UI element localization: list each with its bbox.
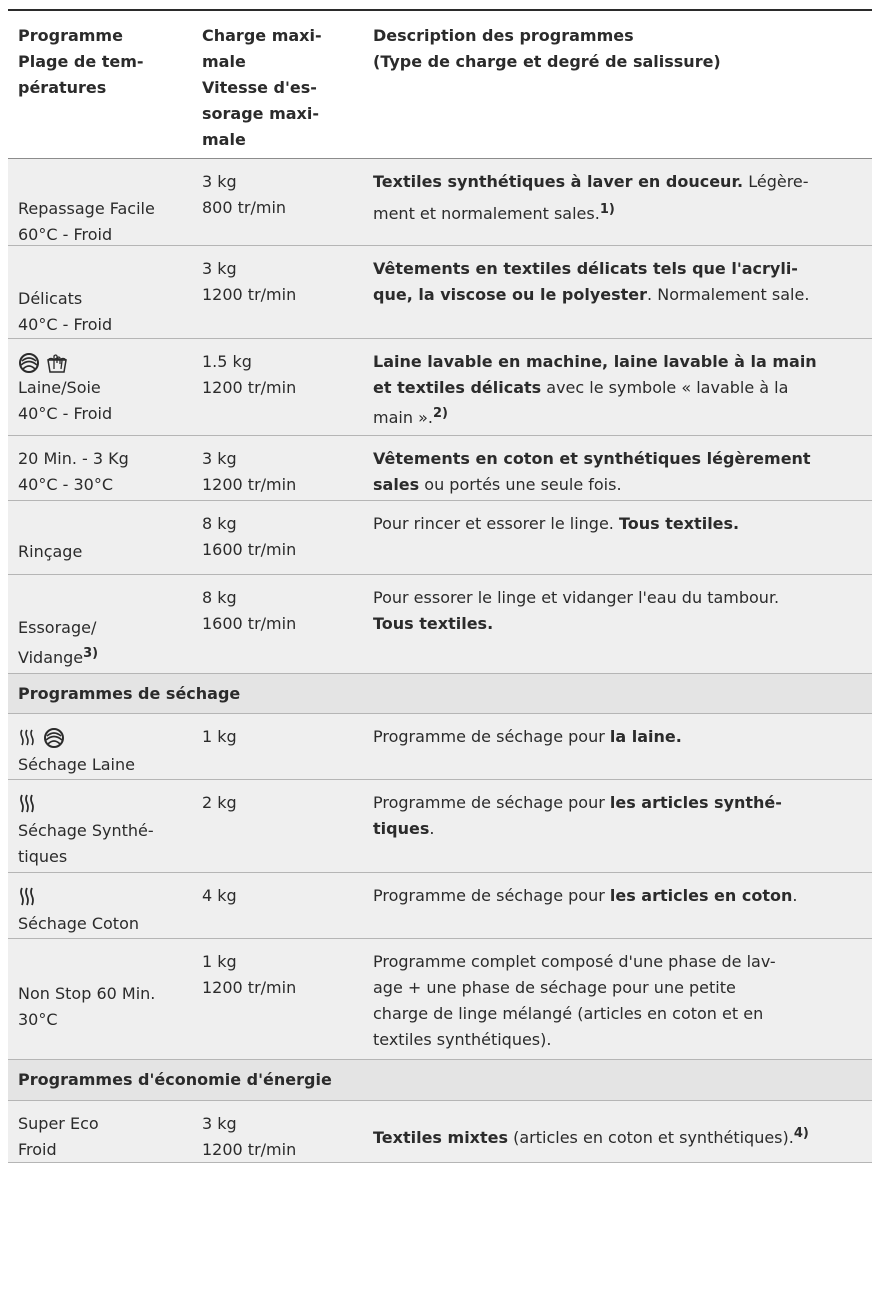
drying-icon [18,728,38,748]
header-description [373,23,868,75]
spin-speed: 800 tr/min [202,198,287,217]
description-cell [373,169,868,227]
programme-temp: Froid [18,1140,57,1159]
table-row [8,436,872,501]
charge-cell [202,585,362,637]
description-cell [373,446,868,498]
programme-cell [18,539,198,565]
desc-bold: Laine lavable en machine, laine lavable à la main [373,352,817,371]
footnote-ref: 1) [599,202,615,217]
programme-cell [18,196,198,248]
desc-text: main ». [373,408,433,427]
footnote-ref: 4) [793,1126,809,1141]
header-programme [18,23,198,101]
charge-cell [202,256,362,308]
section-header [8,1060,872,1101]
table-header [8,11,872,159]
charge-cell [202,169,362,221]
header-text: Vitesse d'es- [202,78,317,97]
desc-bold: Textiles mixtes [373,1128,509,1147]
description-cell [373,949,868,1053]
charge-cell [202,1111,362,1163]
desc-text: charge de linge mélangé (articles en coton et en [373,1004,764,1023]
programme-cell [18,883,198,937]
programme-cell [18,1111,198,1163]
description-cell [373,256,868,308]
max-load: 4 kg [202,886,237,905]
desc-text: . [429,819,435,838]
max-load: 8 kg [202,514,237,533]
max-load: 3 kg [202,259,237,278]
description-cell [373,511,868,537]
max-load: 1.5 kg [202,352,252,371]
desc-text: Légère- [743,172,809,191]
spin-speed: 1200 tr/min [202,378,297,397]
table-row [8,873,872,939]
programme-name: 20 Min. - 3 Kg [18,449,129,468]
wool-icon [43,727,65,749]
header-text: Charge maxi- [202,26,322,45]
spin-speed: 1200 tr/min [202,285,297,304]
table-row [8,1101,872,1163]
section-title: Programmes de séchage [18,684,241,703]
charge-cell [202,949,362,1001]
header-text: Description des programmes [373,26,634,45]
desc-bold: sales [373,475,420,494]
header-text: sorage maxi- [202,104,319,123]
header-text: Programme [18,26,123,45]
programme-temp: 40°C - 30°C [18,475,114,494]
programme-name: Repassage Facile [18,199,155,218]
description-cell [373,724,868,750]
programme-name: Essorage/ [18,618,97,637]
programme-name: Laine/Soie [18,378,101,397]
desc-bold: Vêtements en textiles délicats tels que l'acryli- [373,259,798,278]
description-cell [373,349,868,431]
desc-text: avec le symbole « lavable à la [541,378,789,397]
programme-name: Vidange [18,648,84,667]
desc-bold: Tous textiles. [618,514,740,533]
description-cell [373,790,868,842]
max-load: 3 kg [202,172,237,191]
spin-speed: 1200 tr/min [202,475,297,494]
programme-temp: 40°C - Froid [18,315,113,334]
spin-speed: 1200 tr/min [202,1140,297,1159]
max-load: 1 kg [202,952,237,971]
desc-bold: et textiles délicats [373,378,542,397]
charge-cell [202,349,362,401]
table-row [8,159,872,246]
programme-name: Super Eco [18,1114,99,1133]
footnote-ref: 2) [432,406,448,421]
programme-table [8,9,872,1163]
programme-name: tiques [18,847,68,866]
table-row [8,246,872,339]
desc-text: Pour essorer le linge et vidanger l'eau du tambour. [373,588,780,607]
max-load: 8 kg [202,588,237,607]
header-text: pératures [18,78,107,97]
programme-name: Séchage Coton [18,914,139,933]
desc-text: Programme de séchage pour [373,886,610,905]
programme-name: Délicats [18,289,83,308]
table-row [8,780,872,873]
description-cell [373,883,868,909]
programme-cell [18,615,198,671]
spin-speed: 1600 tr/min [202,614,297,633]
table-row [8,575,872,674]
desc-text: ment et normalement sales. [373,204,600,223]
spin-speed: 1600 tr/min [202,540,297,559]
drying-icon [18,886,38,908]
header-text: (Type de charge et degré de salissure) [373,52,721,71]
desc-text: Programme de séchage pour [373,727,610,746]
desc-text: . Normalement sale. [647,285,810,304]
programme-cell [18,349,198,427]
programme-cell [18,724,198,778]
table-row [8,714,872,780]
max-load: 3 kg [202,1114,237,1133]
desc-text: . [792,886,798,905]
programme-cell [18,981,198,1033]
programme-temp: 60°C - Froid [18,225,113,244]
programme-name: Séchage Synthé- [18,821,154,840]
charge-cell [202,511,362,563]
max-load: 2 kg [202,793,237,812]
programme-name: Non Stop 60 Min. [18,984,156,1003]
drying-icon [18,793,38,815]
programme-temp: 30°C [18,1010,58,1029]
desc-bold: les articles synthé- [609,793,782,812]
header-text: male [202,130,246,149]
charge-cell [202,724,362,750]
desc-bold: Textiles synthétiques à laver en douceur. [373,172,744,191]
desc-text: Programme complet composé d'une phase de lav- [373,952,776,971]
footnote-ref: 3) [83,646,99,661]
desc-text: ou portés une seule fois. [419,475,622,494]
programme-cell [18,446,198,498]
hand-wash-icon [45,352,69,374]
programme-cell [18,790,198,870]
charge-cell [202,790,362,816]
max-load: 1 kg [202,727,237,746]
desc-text: Pour rincer et essorer le linge. [373,514,619,533]
desc-bold: que, la viscose ou le polyester [373,285,648,304]
header-text: Plage de tem- [18,52,144,71]
desc-bold: Tous textiles. [373,614,494,633]
desc-bold: Vêtements en coton et synthétiques légèrement [373,449,811,468]
charge-cell [202,883,362,909]
desc-text: age + une phase de séchage pour une petite [373,978,736,997]
section-header [8,674,872,714]
desc-text: Programme de séchage pour [373,793,610,812]
desc-text: textiles synthétiques). [373,1030,552,1049]
section-title: Programmes d'économie d'énergie [18,1070,332,1089]
programme-name: Séchage Laine [18,755,135,774]
charge-cell [202,446,362,498]
table-row [8,501,872,575]
header-text: male [202,52,246,71]
programme-cell [18,286,198,338]
desc-bold: tiques [373,819,430,838]
table-row [8,339,872,436]
description-cell [373,585,868,637]
programme-name: Rinçage [18,542,83,561]
programme-temp: 40°C - Froid [18,404,113,423]
desc-bold: la laine. [609,727,682,746]
table-row [8,939,872,1060]
desc-text: (articles en coton et synthétiques). [508,1128,794,1147]
desc-bold: les articles en coton [609,886,793,905]
header-charge [202,23,362,153]
wool-icon [18,352,40,374]
max-load: 3 kg [202,449,237,468]
spin-speed: 1200 tr/min [202,978,297,997]
description-cell [373,1125,868,1151]
